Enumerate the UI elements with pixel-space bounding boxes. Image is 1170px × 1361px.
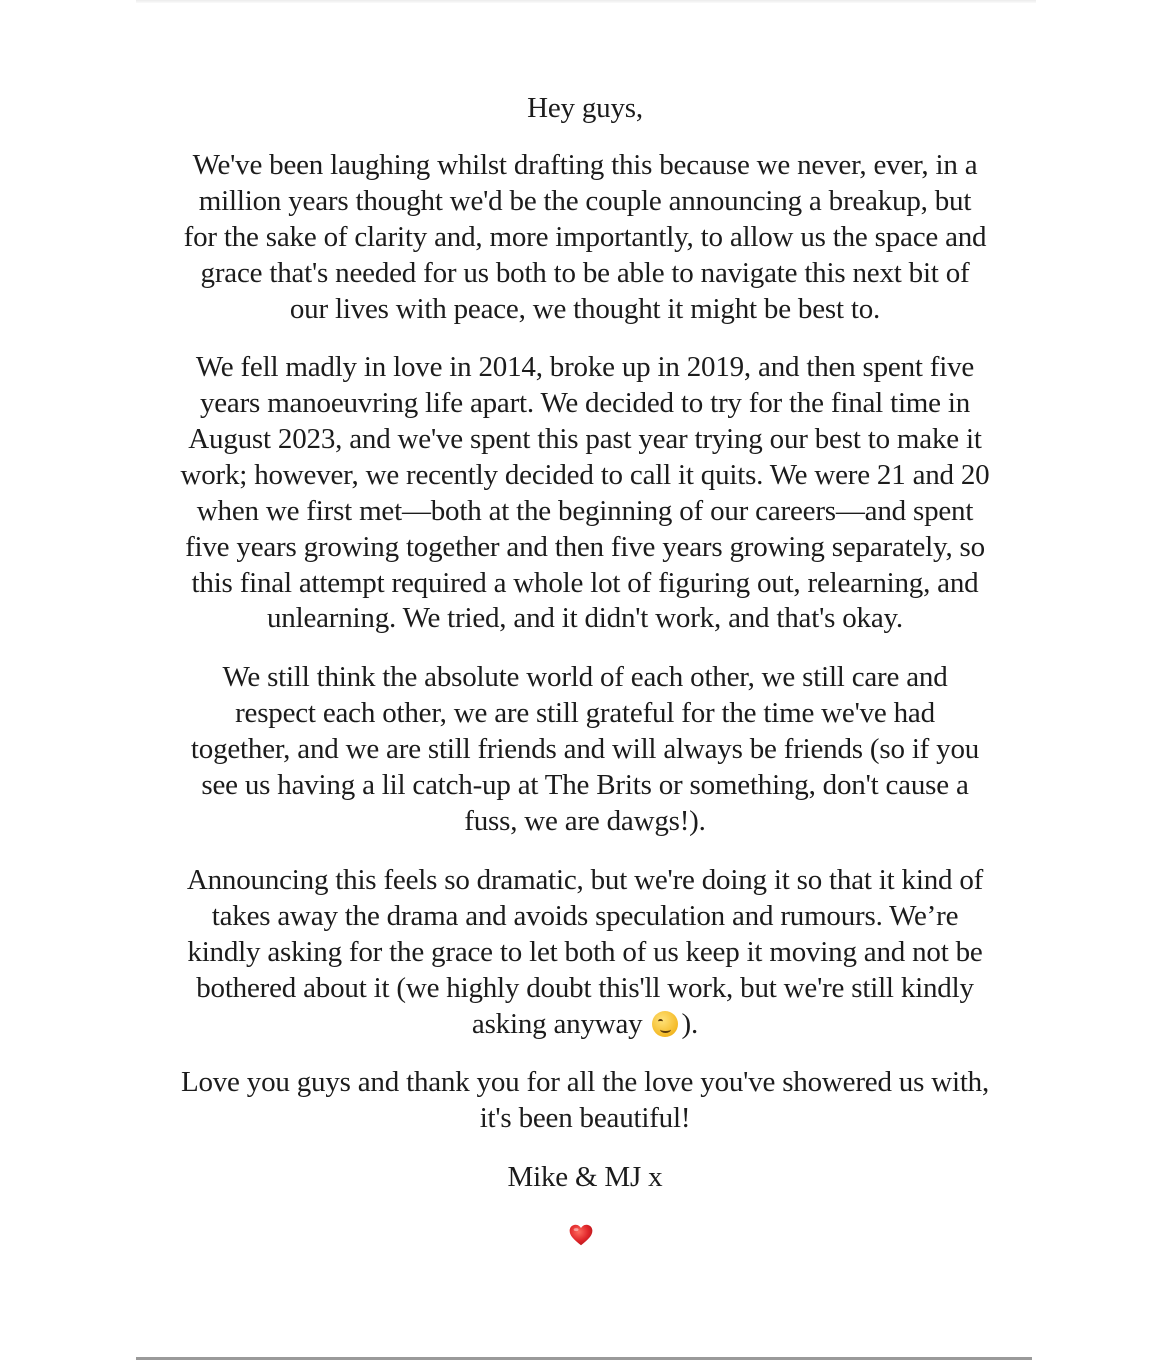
paragraph-line: million years thought we'd be the couple announcing a breakup, but: [198, 185, 972, 217]
signature: Mike & MJ x: [507, 1161, 663, 1193]
paragraph-line: Love you guys and thank you for all the love you've showered us with,: [180, 1066, 990, 1098]
paragraph-line: our lives with peace, we thought it might be best to.: [289, 293, 881, 325]
paragraph-line: kindly asking for the grace to let both of us keep it moving and not be: [187, 936, 983, 968]
paragraph-line: for the sake of clarity and, more importantly, to allow us the space and: [183, 221, 987, 253]
paragraph-line: see us having a lil catch-up at The Brits or something, don't cause a: [201, 769, 969, 801]
paragraph-line: grace that's needed for us both to be able to navigate this next bit of: [200, 257, 970, 289]
bottom-divider: [136, 1357, 1032, 1360]
paragraph-line-text: ).: [681, 1008, 699, 1040]
paragraph-line: fuss, we are dawgs!).: [464, 805, 706, 837]
top-divider: [136, 0, 1036, 3]
greeting: Hey guys,: [527, 92, 643, 124]
paragraph-line-with-emoji: [0, 1006, 1170, 1042]
paragraph-line: takes away the drama and avoids speculation and rumours. We’re: [211, 900, 959, 932]
red-heart-icon: [568, 1222, 594, 1248]
paragraph-line: five years growing together and then five years growing separately, so: [185, 531, 985, 563]
paragraph-line: together, and we are still friends and will always be friends (so if you: [190, 733, 980, 765]
zany-face-emoji-icon: [652, 1011, 678, 1037]
paragraph-line: work; however, we recently decided to call it quits. We were 21 and 20: [180, 459, 990, 491]
paragraph-line: years manoeuvring life apart. We decided to try for the final time in: [199, 387, 971, 419]
paragraph-line: unlearning. We tried, and it didn't work, and that's okay.: [267, 602, 903, 634]
paragraph-line-text: asking anyway: [471, 1008, 643, 1040]
paragraph-line: We fell madly in love in 2014, broke up in 2019, and then spent five: [195, 351, 975, 383]
paragraph-line: this final attempt required a whole lot of figuring out, relearning, and: [191, 567, 979, 599]
paragraph-line: when we first met—both at the beginning of our careers—and spent: [196, 495, 974, 527]
paragraph-line: We still think the absolute world of each other, we still care and: [222, 661, 948, 693]
paragraph-line: bothered about it (we highly doubt this'll work, but we're still kindly: [196, 972, 974, 1004]
paragraph-line: it's been beautiful!: [479, 1102, 691, 1134]
paragraph-line: August 2023, and we've spent this past year trying our best to make it: [188, 423, 982, 455]
paragraph-line: We've been laughing whilst drafting this because we never, ever, in a: [192, 149, 978, 181]
paragraph-line: Announcing this feels so dramatic, but we're doing it so that it kind of: [186, 864, 984, 896]
paragraph-line: respect each other, we are still grateful for the time we've had: [235, 697, 935, 729]
